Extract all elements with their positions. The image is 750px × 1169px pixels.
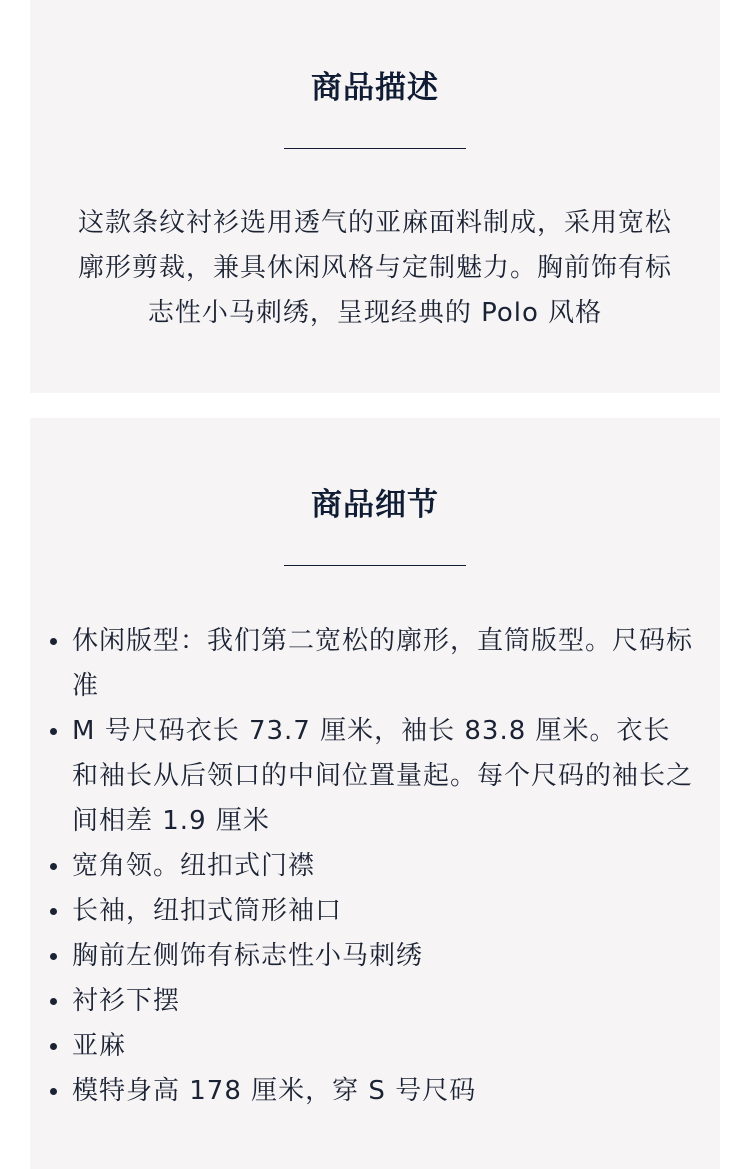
bullet-icon	[50, 953, 57, 960]
detail-item-text: 胸前左侧饰有标志性小马刺绣	[72, 941, 424, 971]
detail-item-hem	[72, 979, 694, 1024]
detail-item-sleeves	[72, 889, 694, 934]
detail-item-collar	[72, 844, 694, 889]
detail-item-text: 长袖，纽扣式筒形袖口	[72, 896, 343, 926]
detail-item-text: 模特身高 178 厘米，穿 S 号尺码	[72, 1076, 477, 1106]
bullet-icon	[50, 863, 57, 870]
bullet-icon	[50, 908, 57, 915]
detail-item-model	[72, 1069, 694, 1114]
detail-item-material	[72, 1024, 694, 1069]
detail-item-text: 衬衫下摆	[72, 986, 181, 1016]
product-description-card	[30, 0, 720, 393]
detail-item-text: 宽角领。纽扣式门襟	[72, 851, 316, 881]
details-list	[30, 566, 720, 1114]
bullet-icon	[50, 728, 57, 735]
detail-item-text: 休闲版型：我们第二宽松的廓形，直筒版型。尺码标准	[72, 626, 694, 701]
detail-item-fit	[72, 619, 694, 709]
description-text: 这款条纹衬衫选用透气的亚麻面料制成，采用宽松廓形剪裁，兼具休闲风格与定制魅力。胸前饰有标志性小马刺绣，呈现经典的 Polo 风格	[77, 208, 672, 328]
product-details-card	[30, 418, 720, 1169]
details-title: 商品细节	[311, 487, 439, 523]
bullet-icon	[50, 998, 57, 1005]
detail-item-measurements	[72, 709, 694, 844]
bullet-icon	[50, 638, 57, 645]
detail-item-text: M 号尺码衣长 73.7 厘米，袖长 83.8 厘米。衣长和袖长从后领口的中间位置量起。每个尺码的袖长之间相差 1.9 厘米	[72, 716, 694, 836]
bullet-icon	[50, 1088, 57, 1095]
bullet-icon	[50, 1043, 57, 1050]
detail-item-embroidery	[72, 934, 694, 979]
description-title: 商品描述	[311, 70, 439, 106]
detail-item-text: 亚麻	[72, 1031, 127, 1061]
